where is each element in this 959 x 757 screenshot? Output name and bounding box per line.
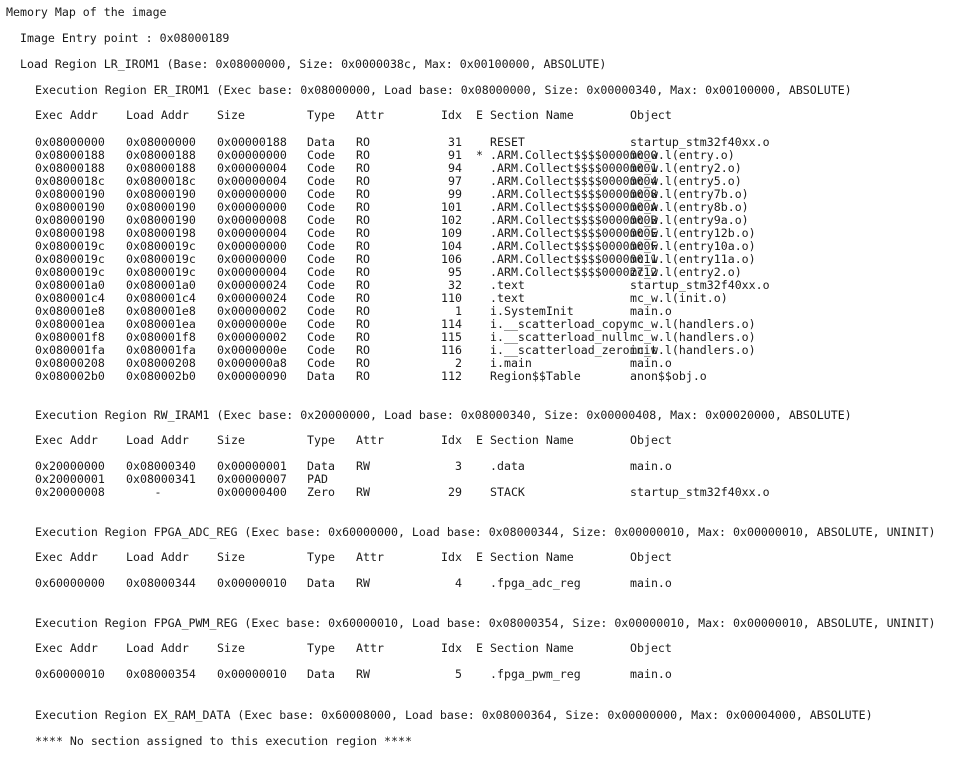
table-cell-load-addr: 0x080001f8 — [126, 330, 196, 344]
column-header-load-addr: Load Addr — [126, 108, 189, 122]
column-header-idx: Idx — [441, 433, 462, 447]
table-cell-load-addr: 0x08000188 — [126, 148, 196, 162]
table-cell-attr: RO — [356, 187, 370, 201]
table-cell-size: 0x00000004 — [217, 226, 287, 240]
table-cell-section-name: .ARM.Collect$$$$00000011 — [490, 252, 658, 266]
table-cell-type: Code — [307, 265, 335, 279]
table-cell-attr: RO — [356, 200, 370, 214]
table-cell-object: mc_w.l(entry2.o) — [630, 161, 742, 175]
execution-region-title: Execution Region FPGA_PWM_REG (Exec base: 0x60000010, Load base: 0x08000354, Size: 0x00000010, Max: 0x00000010, ABSOLUTE, UNINIT) — [35, 616, 936, 630]
table-cell-load-addr: 0x08000190 — [126, 187, 196, 201]
table-cell-type: Code — [307, 187, 335, 201]
table-cell-object: mc_w.l(entry7b.o) — [630, 187, 749, 201]
table-cell-idx: 109 — [441, 226, 462, 240]
table-cell-load-addr: 0x080001fa — [126, 343, 196, 357]
table-cell-idx: 110 — [441, 291, 462, 305]
column-header-exec-addr: Exec Addr — [35, 108, 98, 122]
table-cell-size: 0x00000001 — [217, 459, 287, 473]
table-cell-load-addr: - — [154, 485, 162, 499]
table-cell-section-name: Region$$Table — [490, 369, 581, 383]
table-cell-size: 0x00000000 — [217, 187, 287, 201]
table-cell-load-addr: 0x080002b0 — [126, 369, 196, 383]
column-header-load-addr: Load Addr — [126, 550, 189, 564]
table-cell-load-addr: 0x08000341 — [126, 472, 196, 486]
table-cell-idx: 32 — [448, 278, 462, 292]
column-header-type: Type — [307, 433, 335, 447]
table-cell-load-addr: 0x08000190 — [126, 213, 196, 227]
table-cell-size: 0x00000024 — [217, 278, 287, 292]
column-header-size: Size — [217, 108, 245, 122]
table-cell-exec-addr: 0x08000190 — [35, 213, 105, 227]
execution-region-title: Execution Region FPGA_ADC_REG (Exec base: 0x60000000, Load base: 0x08000344, Size: 0x00000010, Max: 0x00000010, ABSOLUTE, UNINIT) — [35, 525, 936, 539]
table-cell-object: mc_w.l(entry2.o) — [630, 265, 742, 279]
table-cell-object: anon$$obj.o — [630, 369, 707, 383]
table-cell-object: main.o — [630, 667, 672, 681]
table-cell-object: mc_w.l(entry10a.o) — [630, 239, 756, 253]
table-cell-load-addr: 0x08000340 — [126, 459, 196, 473]
table-cell-object: mc_w.l(handlers.o) — [630, 317, 756, 331]
table-cell-type: Code — [307, 226, 335, 240]
table-cell-idx: 3 — [455, 459, 462, 473]
table-cell-idx: 115 — [441, 330, 462, 344]
column-header-exec-addr: Exec Addr — [35, 641, 98, 655]
table-cell-type: Code — [307, 161, 335, 175]
table-cell-attr: RW — [356, 667, 370, 681]
table-cell-exec-addr: 0x60000010 — [35, 667, 105, 681]
table-cell-load-addr: 0x080001ea — [126, 317, 196, 331]
column-header-section-name: Section Name — [490, 550, 574, 564]
table-cell-attr: RO — [356, 369, 370, 383]
table-cell-type: Code — [307, 304, 335, 318]
load-region-header: Load Region LR_IROM1 (Base: 0x08000000, Size: 0x0000038c, Max: 0x00100000, ABSOLUTE) — [20, 57, 607, 71]
table-cell-idx: 5 — [455, 667, 462, 681]
table-cell-section-name: i.__scatterload_zeroinit — [490, 343, 658, 357]
table-cell-object: mc_w.l(entry9a.o) — [630, 213, 749, 227]
table-cell-attr: RW — [356, 485, 370, 499]
table-cell-load-addr: 0x080001c4 — [126, 291, 196, 305]
execution-region-title: Execution Region RW_IRAM1 (Exec base: 0x20000000, Load base: 0x08000340, Size: 0x00000408, Max: 0x00020000, ABSOLUTE) — [35, 408, 852, 422]
column-header-attr: Attr — [356, 550, 384, 564]
table-cell-size: 0x0000000e — [217, 317, 287, 331]
table-cell-exec-addr: 0x08000190 — [35, 187, 105, 201]
table-cell-section-name: .fpga_pwm_reg — [490, 667, 581, 681]
table-cell-object: main.o — [630, 459, 672, 473]
table-cell-section-name: i.SystemInit — [490, 304, 574, 318]
table-cell-attr: RO — [356, 135, 370, 149]
column-header-attr: Attr — [356, 108, 384, 122]
table-cell-object: startup_stm32f40xx.o — [630, 135, 770, 149]
table-cell-object: main.o — [630, 304, 672, 318]
table-cell-section-name: RESET — [490, 135, 525, 149]
table-cell-section-name: .ARM.Collect$$$$00000001 — [490, 161, 658, 175]
table-cell-attr: RO — [356, 148, 370, 162]
table-cell-attr: RO — [356, 226, 370, 240]
table-cell-exec-addr: 0x0800019c — [35, 265, 105, 279]
table-cell-size: 0x00000400 — [217, 485, 287, 499]
table-cell-exec-addr: 0x08000208 — [35, 356, 105, 370]
column-header-type: Type — [307, 641, 335, 655]
table-cell-object: mc_w.l(entry.o) — [630, 148, 735, 162]
column-header-section-name: Section Name — [490, 641, 574, 655]
table-cell-attr: RO — [356, 356, 370, 370]
table-cell-object: startup_stm32f40xx.o — [630, 485, 770, 499]
table-cell-section-name: .fpga_adc_reg — [490, 576, 581, 590]
table-cell-entry-flag: * — [476, 148, 483, 162]
column-header-object: Object — [630, 550, 672, 564]
table-cell-type: Code — [307, 239, 335, 253]
table-cell-idx: 29 — [448, 485, 462, 499]
column-header-load-addr: Load Addr — [126, 433, 189, 447]
table-cell-type: Code — [307, 330, 335, 344]
table-cell-section-name: .text — [490, 291, 525, 305]
table-cell-size: 0x00000000 — [217, 252, 287, 266]
table-cell-size: 0x00000002 — [217, 304, 287, 318]
table-cell-attr: RO — [356, 213, 370, 227]
table-cell-exec-addr: 0x080001e8 — [35, 304, 105, 318]
table-cell-exec-addr: 0x20000001 — [35, 472, 105, 486]
image-entry-point: Image Entry point : 0x08000189 — [20, 31, 230, 45]
column-header-size: Size — [217, 550, 245, 564]
table-cell-type: Code — [307, 200, 335, 214]
table-cell-size: 0x00000004 — [217, 161, 287, 175]
table-cell-size: 0x00000000 — [217, 148, 287, 162]
table-cell-type: Data — [307, 459, 335, 473]
table-cell-idx: 4 — [455, 576, 462, 590]
table-cell-idx: 102 — [441, 213, 462, 227]
table-cell-exec-addr: 0x08000198 — [35, 226, 105, 240]
column-header-exec-addr: Exec Addr — [35, 550, 98, 564]
table-cell-attr: RO — [356, 265, 370, 279]
column-header-attr: Attr — [356, 641, 384, 655]
table-cell-attr: RO — [356, 291, 370, 305]
table-cell-type: Code — [307, 148, 335, 162]
table-cell-section-name: .data — [490, 459, 525, 473]
column-header-exec-addr: Exec Addr — [35, 433, 98, 447]
column-header-entry-flag: E — [476, 550, 483, 564]
table-cell-type: Code — [307, 213, 335, 227]
table-cell-exec-addr: 0x60000000 — [35, 576, 105, 590]
table-cell-attr: RO — [356, 330, 370, 344]
table-cell-section-name: STACK — [490, 485, 525, 499]
table-cell-type: PAD — [307, 472, 328, 486]
table-cell-idx: 31 — [448, 135, 462, 149]
region-note: **** No section assigned to this execution region **** — [35, 734, 412, 748]
table-cell-load-addr: 0x080001e8 — [126, 304, 196, 318]
column-header-size: Size — [217, 641, 245, 655]
table-cell-section-name: .ARM.Collect$$$$00002712 — [490, 265, 658, 279]
column-header-section-name: Section Name — [490, 108, 574, 122]
table-cell-idx: 112 — [441, 369, 462, 383]
table-cell-object: mc_w.l(entry8b.o) — [630, 200, 749, 214]
table-cell-size: 0x00000002 — [217, 330, 287, 344]
table-cell-exec-addr: 0x0800019c — [35, 252, 105, 266]
column-header-entry-flag: E — [476, 108, 483, 122]
table-cell-load-addr: 0x08000188 — [126, 161, 196, 175]
table-cell-type: Code — [307, 174, 335, 188]
table-cell-idx: 101 — [441, 200, 462, 214]
table-cell-section-name: .ARM.Collect$$$$0000000B — [490, 213, 658, 227]
table-cell-idx: 106 — [441, 252, 462, 266]
table-cell-idx: 2 — [455, 356, 462, 370]
table-cell-load-addr: 0x08000354 — [126, 667, 196, 681]
column-header-entry-flag: E — [476, 433, 483, 447]
table-cell-type: Code — [307, 291, 335, 305]
table-cell-section-name: .ARM.Collect$$$$0000000F — [490, 239, 658, 253]
table-cell-load-addr: 0x08000000 — [126, 135, 196, 149]
table-cell-exec-addr: 0x08000190 — [35, 200, 105, 214]
table-cell-section-name: .ARM.Collect$$$$00000008 — [490, 187, 658, 201]
table-cell-size: 0x00000000 — [217, 239, 287, 253]
table-cell-load-addr: 0x0800018c — [126, 174, 196, 188]
table-cell-size: 0x00000007 — [217, 472, 287, 486]
table-cell-size: 0x00000008 — [217, 213, 287, 227]
table-cell-load-addr: 0x08000190 — [126, 200, 196, 214]
table-cell-exec-addr: 0x20000000 — [35, 459, 105, 473]
table-cell-exec-addr: 0x080001ea — [35, 317, 105, 331]
table-cell-idx: 97 — [448, 174, 462, 188]
table-cell-attr: RO — [356, 161, 370, 175]
table-cell-type: Zero — [307, 485, 335, 499]
table-cell-load-addr: 0x08000208 — [126, 356, 196, 370]
table-cell-size: 0x00000090 — [217, 369, 287, 383]
column-header-section-name: Section Name — [490, 433, 574, 447]
table-cell-type: Data — [307, 667, 335, 681]
table-cell-object: main.o — [630, 356, 672, 370]
table-cell-idx: 116 — [441, 343, 462, 357]
table-cell-object: main.o — [630, 576, 672, 590]
table-cell-size: 0x00000010 — [217, 576, 287, 590]
table-cell-exec-addr: 0x0800018c — [35, 174, 105, 188]
table-cell-attr: RO — [356, 278, 370, 292]
table-cell-size: 0x00000004 — [217, 265, 287, 279]
table-cell-load-addr: 0x0800019c — [126, 239, 196, 253]
table-cell-idx: 99 — [448, 187, 462, 201]
column-header-idx: Idx — [441, 550, 462, 564]
table-cell-type: Code — [307, 356, 335, 370]
table-cell-load-addr: 0x08000344 — [126, 576, 196, 590]
table-cell-section-name: .ARM.Collect$$$$0000000A — [490, 200, 658, 214]
table-cell-exec-addr: 0x080001a0 — [35, 278, 105, 292]
table-cell-idx: 95 — [448, 265, 462, 279]
table-cell-type: Code — [307, 252, 335, 266]
table-cell-size: 0x00000024 — [217, 291, 287, 305]
table-cell-section-name: .ARM.Collect$$$$0000000E — [490, 226, 658, 240]
table-cell-attr: RO — [356, 252, 370, 266]
column-header-type: Type — [307, 108, 335, 122]
table-cell-exec-addr: 0x080001fa — [35, 343, 105, 357]
table-cell-section-name: .text — [490, 278, 525, 292]
table-cell-section-name: i.__scatterload_copy — [490, 317, 630, 331]
table-cell-exec-addr: 0x080001c4 — [35, 291, 105, 305]
table-cell-type: Data — [307, 576, 335, 590]
table-cell-idx: 94 — [448, 161, 462, 175]
table-cell-size: 0x0000000e — [217, 343, 287, 357]
table-cell-object: mc_w.l(entry11a.o) — [630, 252, 756, 266]
table-cell-object: mc_w.l(handlers.o) — [630, 343, 756, 357]
table-cell-section-name: .ARM.Collect$$$$00000004 — [490, 174, 658, 188]
table-cell-exec-addr: 0x08000188 — [35, 148, 105, 162]
table-cell-object: startup_stm32f40xx.o — [630, 278, 770, 292]
column-header-idx: Idx — [441, 108, 462, 122]
column-header-type: Type — [307, 550, 335, 564]
column-header-object: Object — [630, 433, 672, 447]
column-header-size: Size — [217, 433, 245, 447]
table-cell-exec-addr: 0x0800019c — [35, 239, 105, 253]
column-header-attr: Attr — [356, 433, 384, 447]
table-cell-idx: 114 — [441, 317, 462, 331]
table-cell-type: Data — [307, 135, 335, 149]
table-cell-exec-addr: 0x080001f8 — [35, 330, 105, 344]
table-cell-size: 0x00000188 — [217, 135, 287, 149]
table-cell-attr: RW — [356, 576, 370, 590]
table-cell-attr: RO — [356, 174, 370, 188]
table-cell-size: 0x000000a8 — [217, 356, 287, 370]
table-cell-size: 0x00000000 — [217, 200, 287, 214]
table-cell-size: 0x00000004 — [217, 174, 287, 188]
table-cell-idx: 104 — [441, 239, 462, 253]
table-cell-idx: 91 — [448, 148, 462, 162]
column-header-object: Object — [630, 108, 672, 122]
document-title: Memory Map of the image — [6, 5, 167, 19]
table-cell-section-name: .ARM.Collect$$$$00000000 — [490, 148, 658, 162]
table-cell-load-addr: 0x0800019c — [126, 265, 196, 279]
table-cell-attr: RO — [356, 343, 370, 357]
table-cell-load-addr: 0x08000198 — [126, 226, 196, 240]
table-cell-load-addr: 0x0800019c — [126, 252, 196, 266]
table-cell-object: mc_w.l(init.o) — [630, 291, 728, 305]
table-cell-attr: RO — [356, 317, 370, 331]
table-cell-section-name: i.__scatterload_null — [490, 330, 630, 344]
table-cell-exec-addr: 0x080002b0 — [35, 369, 105, 383]
table-cell-attr: RO — [356, 239, 370, 253]
table-cell-type: Code — [307, 343, 335, 357]
table-cell-attr: RW — [356, 459, 370, 473]
table-cell-section-name: i.main — [490, 356, 532, 370]
table-cell-load-addr: 0x080001a0 — [126, 278, 196, 292]
table-cell-object: mc_w.l(entry5.o) — [630, 174, 742, 188]
column-header-object: Object — [630, 641, 672, 655]
table-cell-object: mc_w.l(handlers.o) — [630, 330, 756, 344]
table-cell-attr: RO — [356, 304, 370, 318]
table-cell-size: 0x00000010 — [217, 667, 287, 681]
column-header-idx: Idx — [441, 641, 462, 655]
table-cell-type: Data — [307, 369, 335, 383]
table-cell-type: Code — [307, 317, 335, 331]
table-cell-idx: 1 — [455, 304, 462, 318]
column-header-entry-flag: E — [476, 641, 483, 655]
execution-region-title: Execution Region EX_RAM_DATA (Exec base: 0x60008000, Load base: 0x08000364, Size: 0x00000000, Max: 0x00004000, ABSOLUTE) — [35, 708, 873, 722]
column-header-load-addr: Load Addr — [126, 641, 189, 655]
table-cell-type: Code — [307, 278, 335, 292]
table-cell-exec-addr: 0x08000000 — [35, 135, 105, 149]
table-cell-object: mc_w.l(entry12b.o) — [630, 226, 756, 240]
table-cell-exec-addr: 0x20000008 — [35, 485, 105, 499]
table-cell-exec-addr: 0x08000188 — [35, 161, 105, 175]
execution-region-title: Execution Region ER_IROM1 (Exec base: 0x08000000, Load base: 0x08000000, Size: 0x00000340, Max: 0x00100000, ABSOLUTE) — [35, 83, 852, 97]
